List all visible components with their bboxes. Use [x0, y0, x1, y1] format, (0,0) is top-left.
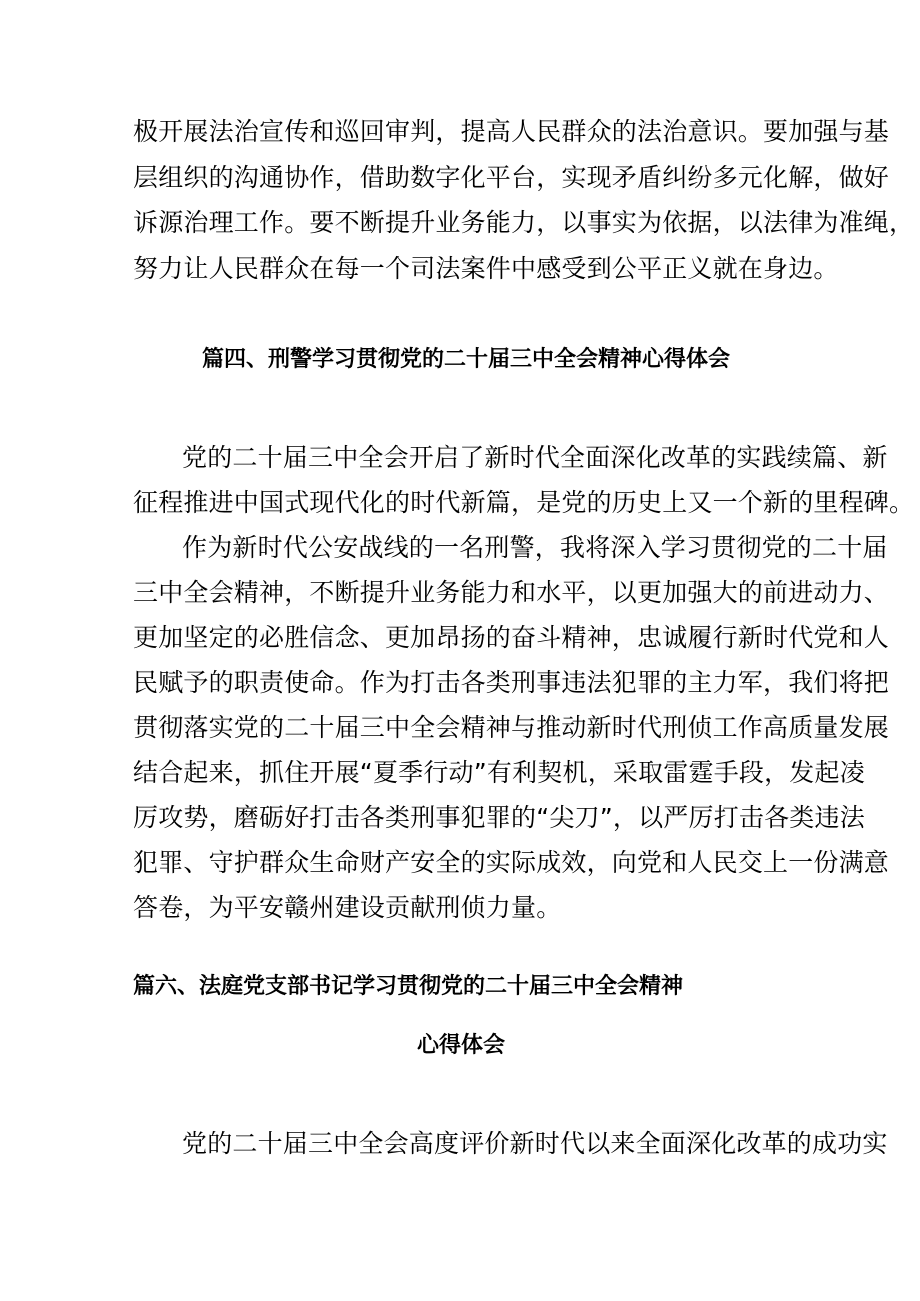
section-six-title-continuation: 心得体会: [417, 1033, 506, 1058]
body-text-line: 党的二十届三中全会高度评价新时代以来全面深化改革的成功实: [182, 1129, 888, 1158]
section-four-title: 篇四、刑警学习贯彻党的二十届三中全会精神心得体会: [202, 347, 731, 372]
body-text-line: 厉攻势，磨砺好打击各类刑事犯罪的“尖刀”，以严厉打击各类违法: [133, 803, 865, 832]
body-text-line: 民赋予的职责使命。作为打击各类刑事违法犯罪的主力军，我们将把: [133, 668, 890, 697]
body-text-line: 极开展法治宣传和巡回审判，提高人民群众的法治意识。要加强与基: [133, 117, 890, 146]
body-text-line: 层组织的沟通协作，借助数字化平台，实现矛盾纠纷多元化解，做好: [133, 163, 890, 192]
body-text-line: 努力让人民群众在每一个司法案件中感受到公平正义就在身边。: [133, 254, 839, 283]
body-text-line: 征程推进中国式现代化的时代新篇，是党的历史上又一个新的里程碑。: [133, 488, 915, 517]
body-text-line: 诉源治理工作。要不断提升业务能力，以事实为依据，以法律为准绳，: [133, 208, 915, 237]
body-text-line: 犯罪、守护群众生命财产安全的实际成效，向党和人民交上一份满意: [133, 848, 890, 877]
body-text-line: 贯彻落实党的二十届三中全会精神与推动新时代刑侦工作高质量发展: [133, 713, 890, 742]
body-text-line: 更加坚定的必胜信念、更加昂扬的奋斗精神，忠诚履行新时代党和人: [133, 623, 890, 652]
body-text-line: 三中全会精神，不断提升业务能力和水平，以更加强大的前进动力、: [133, 578, 890, 607]
body-text-line: 答卷，为平安赣州建设贡献刑侦力量。: [133, 893, 562, 922]
section-six-title: 篇六、法庭党支部书记学习贯彻党的二十届三中全会精神: [133, 974, 684, 999]
body-text-line: 作为新时代公安战线的一名刑警，我将深入学习贯彻党的二十届: [182, 533, 888, 562]
body-text-line: 党的二十届三中全会开启了新时代全面深化改革的实践续篇、新: [182, 443, 888, 472]
body-text-line: 结合起来，抓住开展“夏季行动”有利契机，采取雷霆手段，发起凌: [133, 758, 865, 787]
